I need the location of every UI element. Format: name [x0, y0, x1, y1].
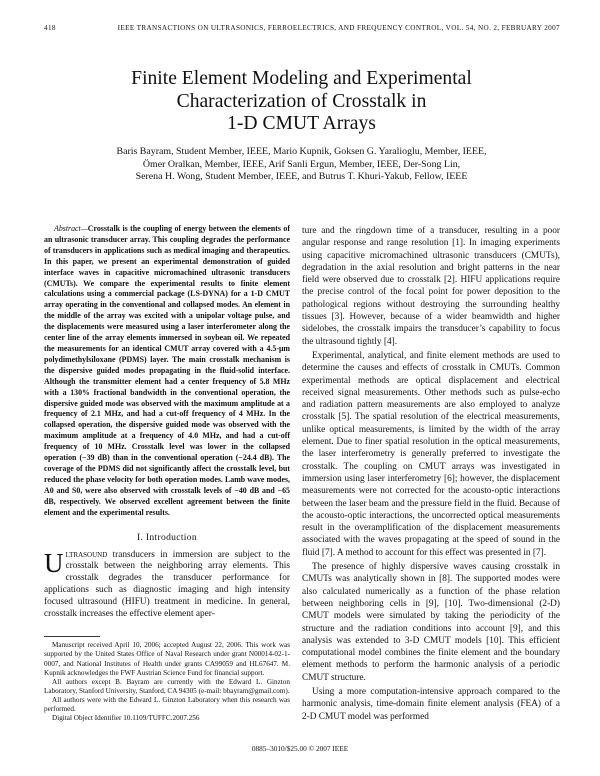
left-column — [44, 224, 290, 723]
right-column — [302, 225, 560, 725]
footnote-affiliation: All authors except B. Bayram are currently with the Edward L. Ginzton Laboratory, Stanford University, Stanford, CA 94305 (e-mail: bbayram@gmail.com). — [44, 677, 290, 695]
title-line: Finite Element Modeling and Experimental — [131, 68, 472, 89]
page-number: 418 — [44, 24, 56, 32]
abstract-label: Abstract— — [54, 224, 88, 233]
paper-title — [44, 68, 559, 136]
author-line: Baris Bayram, Student Member, IEEE, Mario Kupnik, Goksen G. Yaralioglu, Member, IEEE, — [116, 146, 487, 157]
journal-running-head: IEEE TRANSACTIONS ON ULTRASONICS, FERROELECTRICS, AND FREQUENCY CONTROL, VOL. 54, NO. 2, FEBRUARY 2007 — [117, 24, 560, 32]
section-heading-introduction: I. Introduction — [137, 532, 197, 544]
abstract — [44, 224, 290, 518]
footnote-manuscript: Manuscript received April 10, 2006; accepted August 22, 2006. This work was supported by the United States Office of Naval Research under grant N00014-02-1-0007, and National Institutes of Health under grants CA99059 and HL67647. M. Kupnik acknowledges the FWF Austrian Science Fund for financial support. — [44, 641, 290, 677]
drop-cap: U — [44, 547, 64, 578]
author-line: Serena H. Wong, Student Member, IEEE, and Butrus T. Khuri-Yakub, Fellow, IEEE — [135, 171, 468, 183]
introduction-paragraph — [44, 547, 290, 621]
intro-smallcaps: ltrasound — [65, 549, 108, 560]
author-line: Ömer Oralkan, Member, IEEE, Arif Sanli Ergun, Member, IEEE, Der-Song Lin, — [142, 158, 461, 170]
footnote-doi: Digital Object Identifier 10.1109/TUFFC.2007.256 — [52, 714, 200, 723]
body-paragraph: Using a more computation-intensive approach compared to the harmonic analysis, time-domain finite element analysis (FEA) of a 2-D CMUT model was performed — [302, 686, 560, 722]
intro-text: transducers in immersion are subject to the crosstalk between the neighboring array elements. This crosstalk degrades the transducer performance for applications such as diagnostic imaging and high intensity focused ultrasound (HIFU) treatment in medicine. In general, crosstalk increases the effective element aper- — [44, 549, 290, 619]
footnote-former-affiliation: All authors were with the Edward L. Ginzton Laboratory when this research was performed. — [44, 695, 290, 713]
copyright-footer: 0885–3010/$25.00 © 2007 IEEE — [251, 744, 349, 753]
author-list — [44, 146, 559, 184]
footnote-rule — [44, 636, 100, 637]
running-header — [44, 24, 560, 36]
body-paragraph: Experimental, analytical, and finite element methods are used to determine the causes and effects of crosstalk in CMUTs. Common experimental methods are optical displacement and electrical received signal measurements. Other methods such as pulse-echo and radiation pattern measurements are also employed to analyze crosstalk [5]. The spatial resolution of the electrical measurements, unlike optical measurements, is limited by the width of the array element. Due to finer spatial resolution in the optical measurements, the laser interferometry is generally preferred to investigate the crosstalk. The coupling on CMUT arrays was investigated in immersion using laser interferometry [6]; however, the displacement measurements were not corrected for the acousto-optic interactions between the laser beam and the pressure field in the fluid. Because of the acousto-optic interactions, the uncorrected optical measurements result in the overamplification of the displacement measurements associated with the waves propagating at the speed of sound in the fluid [7]. A method to account for this effect was presented in [7]. — [302, 350, 560, 558]
title-line: 1-D CMUT Arrays — [227, 113, 376, 134]
body-paragraph: ture and the ringdown time of a transducer, resulting in a poor angular response and range resolution [1]. In imaging experiments using capacitive micromachined ultrasonic transducers (CMUTs), degradation in the axial resolution and bright patterns in the near field were observed due to crosstalk [2]. HIFU applications require the precise control of the focal point for power deposition to the pathological regions without destroying the surrounding healthy tissues [3]. However, because of a wider beamwidth and higher sidelobes, the crosstalk impairs the transducer’s capability to focus the ultrasound tightly [4]. — [302, 226, 560, 347]
body-paragraph: The presence of highly dispersive waves causing crosstalk in CMUTs was analytically shown in [8]. The supported modes were also calculated numerically as a function of the phase relation between neighboring cells in [9], [10]. Two-dimensional (2-D) CMUT models were simulated by taking the periodicity of the structure and the radiation conditions into account [9], and this analysis was extended to 3-D CMUT models [10]. This efficient computational model combines the finite element and the boundary element methods to perform the harmonic analysis of a periodic CMUT structure. — [302, 562, 560, 683]
abstract-text: Crosstalk is the coupling of energy between the elements of an ultrasonic transducer array. This coupling degrades the performance of transducers in applications such as medical imaging and therapeutics. In this paper, we present an experimental demonstration of guided interface waves in capacitive micromachined ultrasonic transducers (CMUTs). We compare the experimental results to finite element calculations using a commercial package (LS-DYNA) for a 1-D CMUT array operating in the conventional and collapsed modes. An element in the middle of the array was excited with a unipolar voltage pulse, and the displacements were measured using a laser interferometer along the center line of the array elements immersed in soybean oil. We repeated the measurements for an identical CMUT array covered with a 4.5-μm polydimethylsiloxane (PDMS) layer. The main crosstalk mechanism is the dispersive guided modes propagating in the fluid-solid interface. Although the transmitter element had a center frequency of 5.8 MHz with a 130% fractional bandwidth in the conventional operation, the dispersive guided mode was observed with the maximum amplitude at a frequency of 2.1 MHz, and had a cut-off frequency of 4 MHz. In the collapsed operation, the dispersive guided mode was observed with the maximum amplitude at a frequency of 4.0 MHz, and had a cut-off frequency of 10 MHz. Crosstalk level was lower in the collapsed operation (−39 dB) than in the conventional operation (−24.4 dB). The coverage of the PDMS did not significantly affect the crosstalk level, but reduced the phase velocity for both operation modes. Lamb wave modes, A0 and S0, were also observed with crosstalk levels of −40 dB and −65 dB, respectively. We observed excellent agreement between the finite element and the experimental results. — [44, 224, 290, 517]
title-line: Characterization of Crosstalk in — [176, 90, 427, 112]
